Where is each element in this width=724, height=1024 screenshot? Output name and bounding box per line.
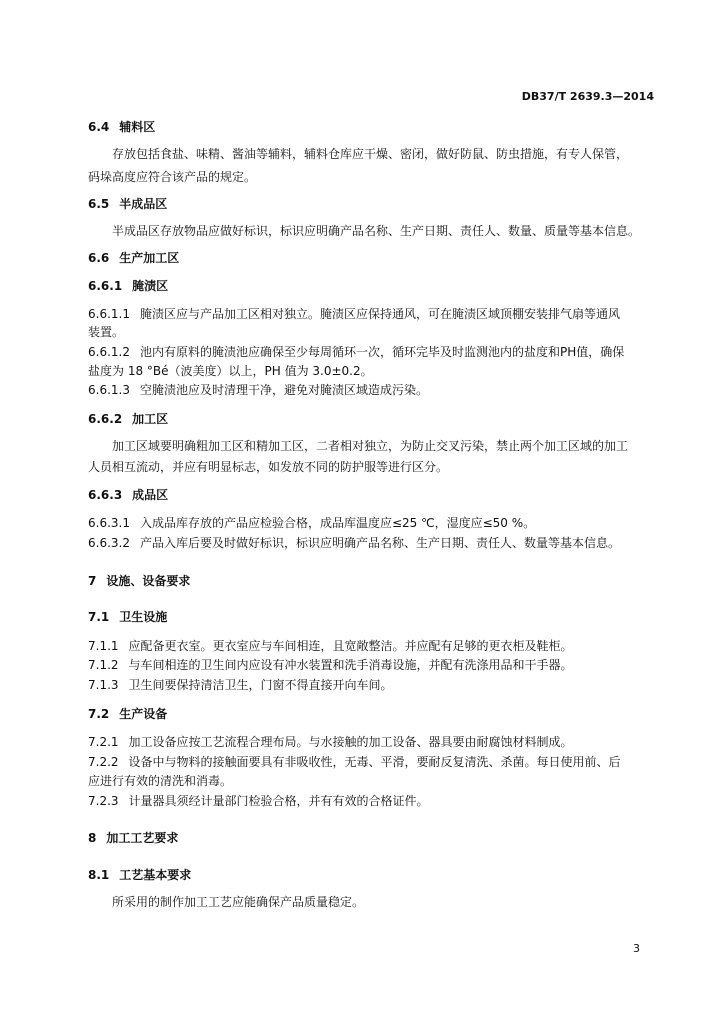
- paragraph-line: 所采用的制作加工工艺应能确保产品质量稳定。: [112, 895, 365, 909]
- clause-line: 7.1.3 卫生间要保持清洁卫生，门窗不得直接开向车间。: [88, 678, 393, 692]
- paragraph-line: 人员相互流动，并应有明显标志，如发放不同的防护服等进行区分。: [88, 460, 449, 474]
- clause-line: 6.6.3.1 入成品库存放的产品应检验合格，成品库温度应≤25 ℃，湿度应≤50 %。: [88, 516, 536, 530]
- paragraph-line: 半成品区存放物品应做好标识，标识应明确产品名称、生产日期、责任人、数量、质量等基本信息。: [112, 224, 641, 238]
- clause-line: 6.6.3.2 产品入库后要及时做好标识，标识应明确产品名称、生产日期、责任人、数量等基本信息。: [88, 536, 620, 550]
- heading-6-6-2: 6.6.2 加工区: [88, 412, 169, 426]
- heading-6-6-1: 6.6.1 腌渍区: [88, 279, 169, 293]
- heading-7: 7 设施、设备要求: [88, 574, 191, 588]
- heading-8-1: 8.1 工艺基本要求: [88, 868, 192, 882]
- document-code: DB37/T 2639.3—2014: [521, 90, 654, 103]
- heading-7-2: 7.2 生产设备: [88, 707, 168, 721]
- heading-8: 8 加工工艺要求: [88, 831, 179, 845]
- heading-6-5: 6.5 半成品区: [88, 197, 168, 211]
- clause-line: 6.6.1.2 池内有原料的腌渍池应确保至少每周循环一次，循环完毕及时监测池内的盐度和PH值，确保: [88, 345, 625, 359]
- clause-line: 7.1.2 与车间相连的卫生间内应设有冲水装置和洗手消毒设施，并配有洗涤用品和干手器。: [88, 658, 573, 672]
- clause-line: 应进行有效的清洗和消毒。: [88, 774, 233, 788]
- page-number: 3: [633, 942, 640, 955]
- paragraph-line: 存放包括食盐、味精、酱油等辅料，辅料仓库应干燥、密闭，做好防鼠、防虫措施，有专人保管，: [112, 147, 629, 161]
- paragraph-line: 加工区域要明确粗加工区和精加工区，二者相对独立，为防止交叉污染，禁止两个加工区域的加工: [112, 439, 629, 453]
- heading-6-4: 6.4 辅料区: [88, 120, 156, 134]
- heading-6-6: 6.6 生产加工区: [88, 251, 180, 265]
- clause-line: 7.2.1 加工设备应按工艺流程合理布局。与水接触的加工设备、器具要由耐腐蚀材料制成。: [88, 735, 573, 749]
- clause-line: 装置。: [88, 325, 125, 339]
- clause-line: 7.1.1 应配备更衣室。更衣室应与车间相连，且宽敞整洁。并应配有足够的更衣柜及鞋柜。: [88, 639, 573, 653]
- clause-line: 7.2.2 设备中与物料的接触面要具有非吸收性，无毒、平滑，要耐反复清洗、杀菌。每日使用前、后: [88, 755, 621, 769]
- clause-line: 6.6.1.3 空腌渍池应及时清理干净，避免对腌渍区域造成污染。: [88, 383, 428, 397]
- heading-6-6-3: 6.6.3 成品区: [88, 488, 169, 502]
- clause-line: 7.2.3 计量器具须经计量部门检验合格，并有有效的合格证件。: [88, 794, 429, 808]
- clause-line: 盐度为 18 °Bé（波美度）以上，PH 值为 3.0±0.2。: [88, 364, 373, 378]
- clause-line: 6.6.1.1 腌渍区应与产品加工区相对独立。腌渍区应保持通风，可在腌渍区域顶棚安装排气扇等通风: [88, 307, 620, 321]
- paragraph-line: 码垛高度应符合该产品的规定。: [88, 170, 257, 184]
- heading-7-1: 7.1 卫生设施: [88, 610, 168, 624]
